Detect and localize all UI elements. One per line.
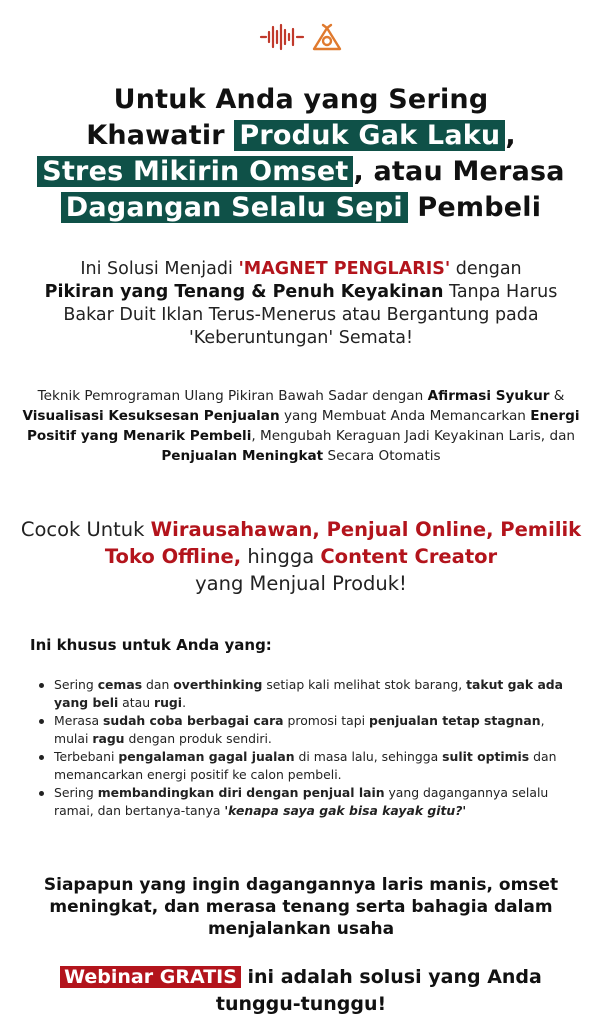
text: ini adalah solusi yang Anda tunggu-tunggu! [215, 966, 542, 1015]
text: dengan produk sendiri. [124, 731, 272, 746]
bold-text: Penjualan Meningkat [161, 448, 324, 464]
text: Merasa [54, 713, 103, 728]
webinar-gratis-highlight: Webinar GRATIS [60, 966, 241, 988]
text: yang Membuat Anda Memancarkan [279, 408, 531, 424]
text: & [549, 388, 565, 404]
soundwave-icon [259, 22, 305, 52]
bold-text: membandingkan diri dengan penjual lain [97, 785, 385, 800]
pain-points-list [36, 676, 576, 820]
headline-text: Pembeli [407, 192, 542, 223]
text: Cocok Untuk [20, 518, 151, 541]
text: dan [142, 677, 174, 692]
main-headline [0, 82, 602, 226]
audience-highlight: Wirausahawan, Penjual Online, Pemilik Toko Offline, [104, 518, 582, 568]
bold-text: sulit optimis [442, 749, 530, 764]
text: promosi tapi [283, 713, 369, 728]
list-item [36, 712, 576, 748]
highlight-produk-gak-laku: Produk Gak Laku [234, 120, 505, 151]
bold-text: takut gak ada yang beli [54, 677, 564, 710]
bold-text: sudah coba berbagai cara [103, 713, 284, 728]
headline-text: Khawatir [86, 120, 235, 151]
text: atau [118, 695, 154, 710]
text: Teknik Pemrograman Ulang Pikiran Bawah Sadar dengan [37, 388, 428, 404]
bold-text: overthinking [173, 677, 263, 692]
text: Ini Solusi Menjadi [80, 259, 239, 279]
bold-text: rugi [154, 695, 183, 710]
target-audience [10, 516, 592, 597]
closing-statement: Siapapun yang ingin dagangannya laris manis, omset meningkat, dan merasa tenang serta bahagia dalam menjalankan usaha [43, 875, 559, 939]
subheadline-teknik [20, 386, 582, 466]
list-item [36, 748, 576, 784]
text: dan memancarkan energi positif ke calon pembeli. [54, 749, 557, 782]
brand-logo [0, 22, 602, 52]
bold-text: Energi Positif yang Menarik Pembeli [26, 408, 580, 444]
headline-text: , [505, 120, 516, 151]
bold-text: pengalaman gagal jualan [118, 749, 295, 764]
text: setiap kali melihat stok barang, [262, 677, 467, 692]
text: . [182, 695, 187, 710]
text: Tanpa Harus Bakar Duit Iklan Terus-Menerus atau Bergantung pada 'Keberuntungan' Semata! [63, 282, 558, 348]
text: Sering [54, 677, 98, 692]
audience-highlight: Content Creator [320, 545, 498, 568]
text: , Mengubah Keraguan Jadi Keyakinan Laris, dan [251, 428, 576, 444]
tent-icon [311, 22, 343, 52]
khusus-title: Ini khusus untuk Anda yang: [30, 636, 272, 654]
text: di masa lalu, sehingga [294, 749, 443, 764]
text: Secara Otomatis [323, 448, 441, 464]
text: Sering [54, 785, 98, 800]
subheadline-solusi [20, 258, 582, 350]
highlight-stres-omset: Stres Mikirin Omset [37, 156, 353, 187]
list-item [36, 784, 576, 820]
bold-text: Pikiran yang Tenang & Penuh Keyakinan [44, 282, 444, 302]
bold-text: ragu [92, 731, 125, 746]
bold-text: cemas [97, 677, 143, 692]
magnet-penglaris-text: 'MAGNET PENGLARIS' [238, 259, 451, 279]
text: yang Menjual Produk! [195, 572, 407, 595]
text: dengan [450, 259, 522, 279]
list-item [36, 676, 576, 712]
bold-text: Afirmasi Syukur [427, 388, 550, 404]
text: yang dagangannya selalu ramai, dan bertanya-tanya [54, 785, 549, 818]
highlight-dagangan-sepi: Dagangan Selalu Sepi [61, 192, 408, 223]
bold-text: Visualisasi Kesuksesan Penjualan [22, 408, 280, 424]
text: , mulai [54, 713, 545, 746]
headline-text: , atau Merasa [353, 156, 565, 187]
bold-italic-text: 'kenapa saya gak bisa kayak gitu?' [224, 803, 467, 818]
webinar-cta-text [20, 964, 582, 1018]
text: Terbebani [54, 749, 119, 764]
text: hingga [241, 545, 321, 568]
headline-line-1: Untuk Anda yang Sering [113, 84, 489, 115]
bold-text: penjualan tetap stagnan [368, 713, 541, 728]
